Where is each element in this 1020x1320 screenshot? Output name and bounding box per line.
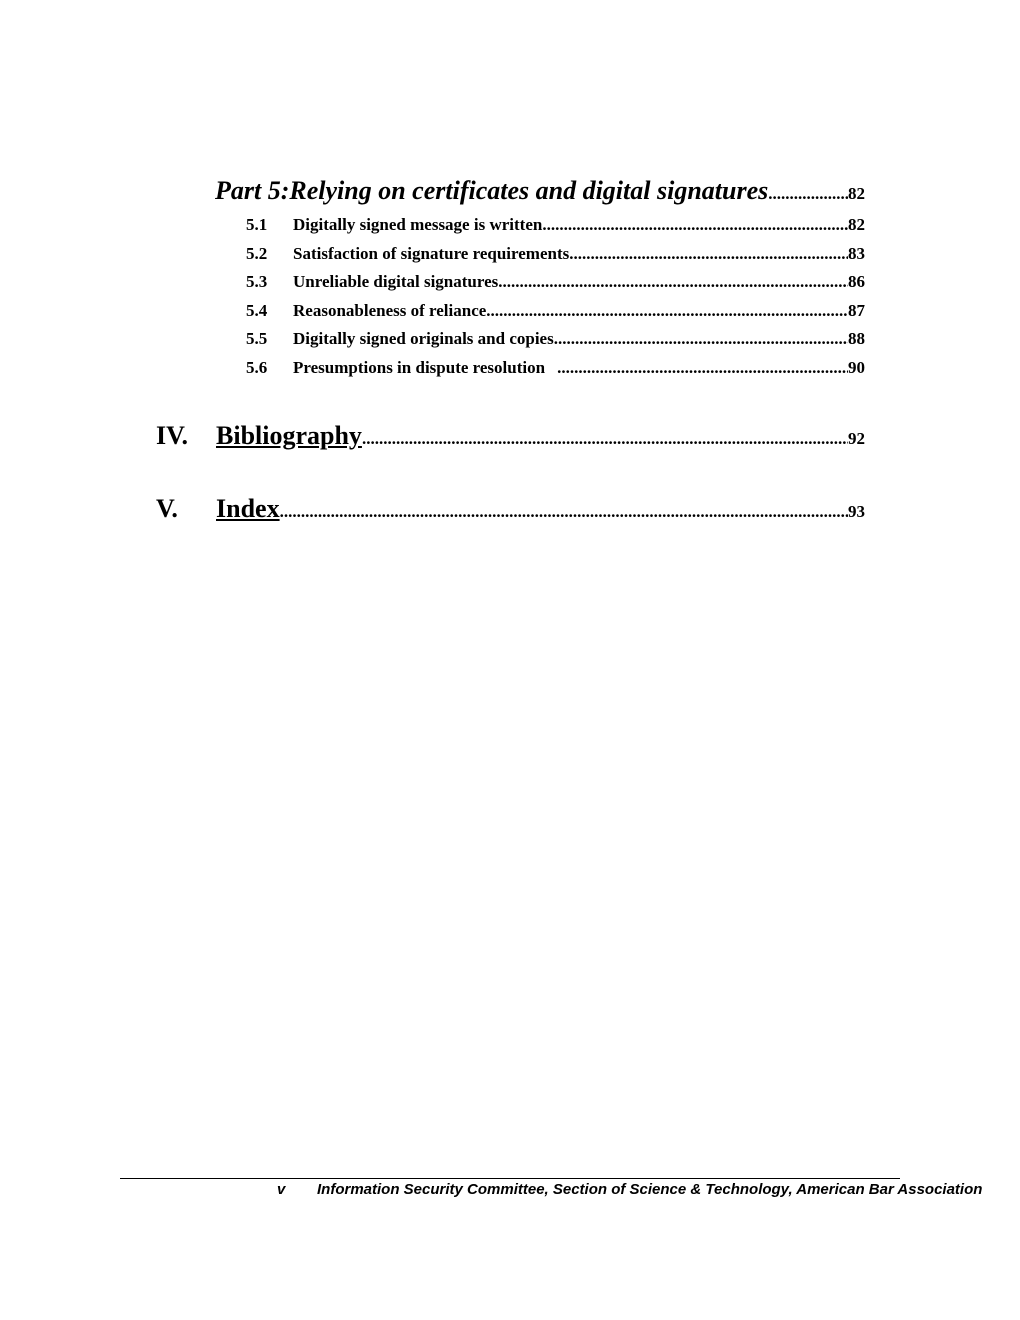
toc-chapter-title[interactable]: Bibliography (216, 421, 362, 450)
toc-section-number: 5.2 (246, 244, 268, 263)
toc-section-title: Presumptions in dispute resolution (293, 358, 546, 377)
dot-leader (280, 502, 848, 522)
toc-page-number: 92 (848, 429, 865, 448)
dot-leader (768, 184, 848, 204)
toc-section-number: 5.1 (246, 215, 268, 234)
toc-section-title: Reasonableness of reliance (293, 301, 487, 320)
dot-leader (569, 244, 848, 264)
toc-entry-5-5[interactable] (246, 329, 865, 349)
toc-page-number: 90 (848, 358, 865, 377)
dot-leader (498, 272, 848, 292)
toc-part-5[interactable] (215, 176, 865, 206)
toc-section-number: 5.4 (246, 301, 268, 320)
toc-chapter-title[interactable]: Index (216, 494, 280, 523)
footer-attribution: Information Security Committee, Section of Science & Technology, American Bar Association (317, 1181, 983, 1198)
toc-entry-5-1[interactable] (246, 215, 865, 235)
toc-section-number: 5.5 (246, 329, 268, 348)
toc-section-number: 5.6 (246, 358, 268, 377)
footer-page-number: v (277, 1181, 286, 1198)
toc-section-title: Digitally signed message is written (293, 215, 543, 234)
dot-leader (557, 358, 848, 378)
dot-leader (554, 329, 848, 349)
toc-section-title: Digitally signed originals and copies (293, 329, 554, 348)
page-footer (277, 1181, 982, 1198)
toc-page-number: 86 (848, 272, 865, 291)
toc-part-title: Part 5:Relying on certificates and digital signatures (215, 176, 769, 205)
toc-page-number: 88 (848, 329, 865, 348)
toc-section-title: Unreliable digital signatures (293, 272, 499, 291)
footer-divider (120, 1178, 900, 1179)
toc-entry-5-3[interactable] (246, 272, 865, 292)
toc-section-title: Satisfaction of signature requirements (293, 244, 570, 263)
dot-leader (486, 301, 848, 321)
toc-chapter-number: IV. (156, 421, 189, 450)
toc-entry-index[interactable] (156, 494, 865, 524)
toc-page-number: 82 (848, 184, 865, 203)
toc-page-number: 93 (848, 502, 865, 521)
toc-entry-5-4[interactable] (246, 301, 865, 321)
toc-page-number: 83 (848, 244, 865, 263)
toc-entry-bibliography[interactable] (156, 421, 865, 451)
toc-page-number: 87 (848, 301, 865, 320)
toc-section-number: 5.3 (246, 272, 268, 291)
dot-leader (542, 215, 848, 235)
toc-chapter-number: V. (156, 494, 178, 523)
toc-entry-5-2[interactable] (246, 244, 865, 264)
toc-entry-5-6[interactable] (246, 358, 865, 378)
dot-leader (362, 429, 848, 449)
toc-page-number: 82 (848, 215, 865, 234)
